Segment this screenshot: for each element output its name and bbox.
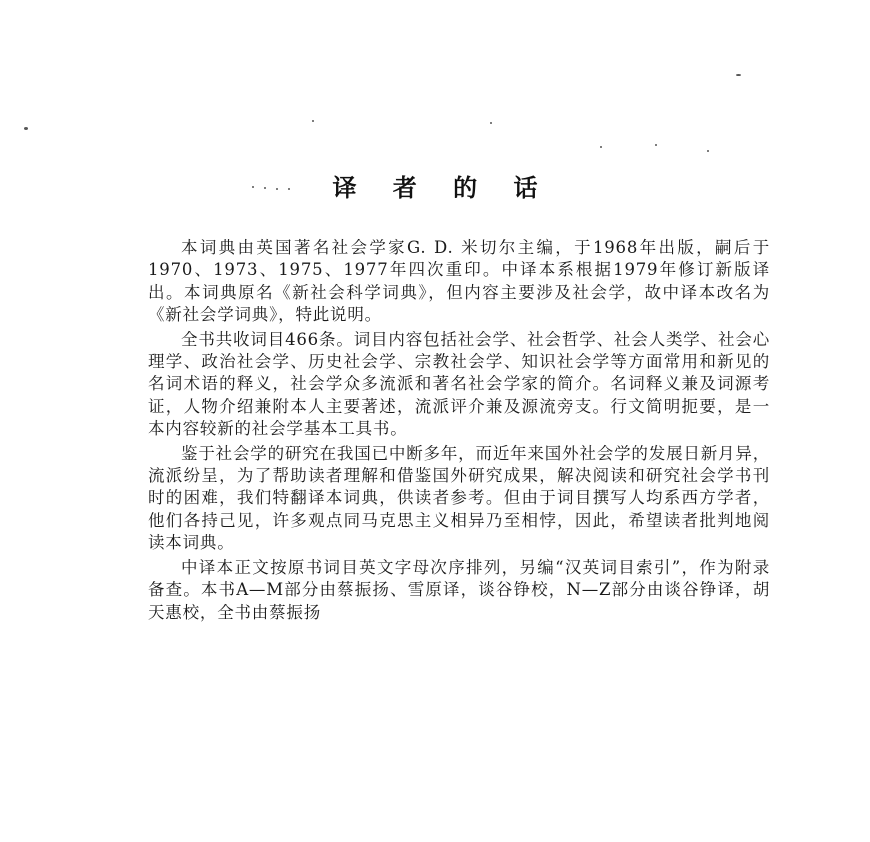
paragraph-4: 中译本正文按原书词目英文字母次序排列，另编“汉英词目索引”，作为附录备查。本书A—M部分由蔡振扬、雪原译，谈谷铮校，N—Z部分由谈谷铮译，胡天惠校，全书由蔡振扬 (148, 557, 770, 622)
body-text (148, 237, 770, 626)
paragraph-3: 鉴于社会学的研究在我国已中断多年，而近年来国外社会学的发展日新月异，流派纷呈，为了帮助读者理解和借鉴国外研究成果，解决阅读和研究社会学书刊时的困难，我们特翻译本词典，供读者参考。但由于词目撰写人均系西方学者，他们各持己见，许多观点同马克思主义相异乃至相悖，因此，希望读者批判地阅读本词典。 (148, 443, 770, 553)
scan-speck (655, 144, 657, 146)
scan-speck (707, 150, 709, 152)
paragraph-1: 本词典由英国著名社会学家G. D. 米切尔主编，于1968年出版，嗣后于1970、1973、1975、1977年四次重印。中译本系根据1979年修订新版译出。本词典原名《新社会科学词典》，但内容主要涉及社会学，故中译本改名为《新社会学词典》，特此说明。 (148, 238, 770, 325)
paragraph-2: 全书共收词目466条。词目内容包括社会学、社会哲学、社会人类学、社会心理学、政治社会学、历史社会学、宗教社会学、知识社会学等方面常用和新见的名词术语的释义，社会学众多流派和著名社会学家的简介。名词释义兼及词源考证，人物介绍兼附本人主要著述，流派评介兼及源流旁支。行文简明扼要，是一本内容较新的社会学基本工具书。 (148, 329, 770, 439)
scan-speck (312, 120, 314, 122)
scan-speck (736, 74, 741, 76)
scan-speck (490, 122, 492, 124)
page-title: 译 者 的 话 (332, 173, 552, 202)
scan-speck (600, 146, 602, 148)
scan-speck (24, 127, 28, 130)
